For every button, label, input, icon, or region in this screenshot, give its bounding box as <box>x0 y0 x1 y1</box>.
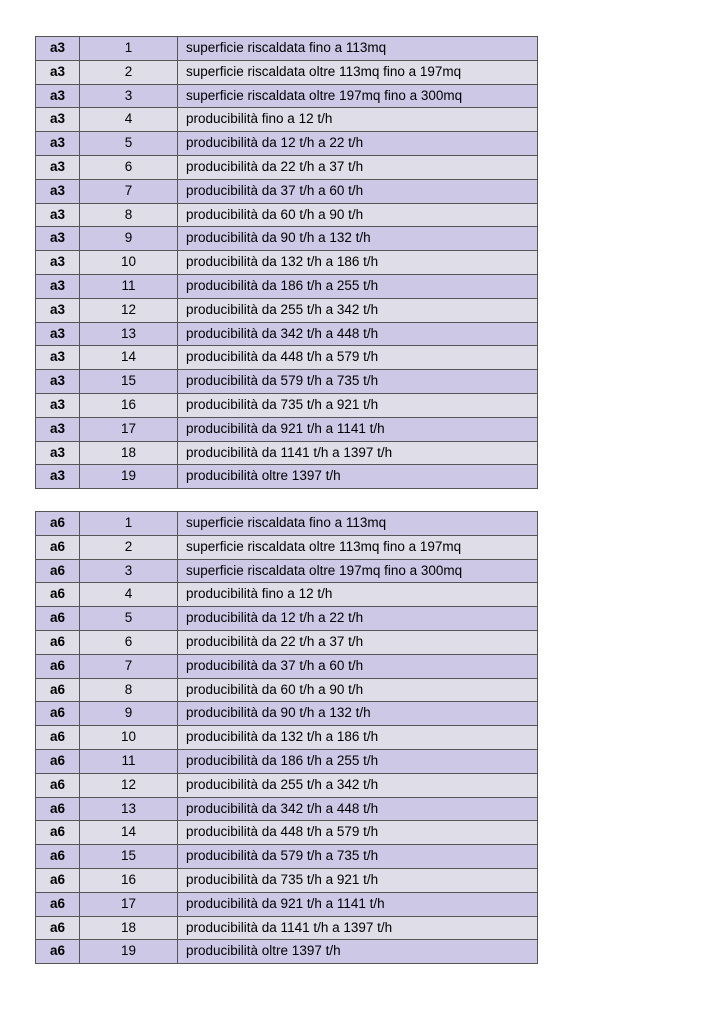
description-cell: producibilità da 1141 t/h a 1397 t/h <box>178 441 538 465</box>
table-row <box>36 535 538 559</box>
description-cell: producibilità da 579 t/h a 735 t/h <box>178 845 538 869</box>
number-cell: 14 <box>80 821 178 845</box>
table-row <box>36 203 538 227</box>
code-cell: a3 <box>36 298 80 322</box>
description-cell: producibilità fino a 12 t/h <box>178 583 538 607</box>
table-row <box>36 417 538 441</box>
table-row <box>36 322 538 346</box>
table-row <box>36 108 538 132</box>
number-cell: 7 <box>80 179 178 203</box>
code-cell: a3 <box>36 60 80 84</box>
table-row <box>36 465 538 489</box>
code-cell: a3 <box>36 37 80 61</box>
description-cell: superficie riscaldata fino a 113mq <box>178 37 538 61</box>
table-row <box>36 84 538 108</box>
table-row <box>36 845 538 869</box>
code-cell: a3 <box>36 227 80 251</box>
description-cell: producibilità da 342 t/h a 448 t/h <box>178 797 538 821</box>
table-row <box>36 821 538 845</box>
code-cell: a3 <box>36 322 80 346</box>
table-row <box>36 155 538 179</box>
number-cell: 6 <box>80 630 178 654</box>
code-cell: a3 <box>36 274 80 298</box>
description-cell: producibilità da 579 t/h a 735 t/h <box>178 370 538 394</box>
table-row <box>36 702 538 726</box>
table-row <box>36 868 538 892</box>
table-row <box>36 274 538 298</box>
table-row <box>36 393 538 417</box>
number-cell: 19 <box>80 465 178 489</box>
description-cell: producibilità da 60 t/h a 90 t/h <box>178 203 538 227</box>
number-cell: 2 <box>80 535 178 559</box>
code-cell: a3 <box>36 346 80 370</box>
table-row <box>36 60 538 84</box>
table-row <box>36 607 538 631</box>
description-cell: producibilità da 448 t/h a 579 t/h <box>178 821 538 845</box>
table-row <box>36 227 538 251</box>
description-cell: producibilità da 255 t/h a 342 t/h <box>178 773 538 797</box>
table-row <box>36 940 538 964</box>
number-cell: 18 <box>80 441 178 465</box>
table-row <box>36 132 538 156</box>
number-cell: 14 <box>80 346 178 370</box>
description-cell: producibilità da 342 t/h a 448 t/h <box>178 322 538 346</box>
number-cell: 17 <box>80 892 178 916</box>
description-cell: producibilità da 1141 t/h a 1397 t/h <box>178 916 538 940</box>
table-row <box>36 251 538 275</box>
code-cell: a3 <box>36 251 80 275</box>
description-cell: producibilità da 921 t/h a 1141 t/h <box>178 417 538 441</box>
number-cell: 13 <box>80 322 178 346</box>
number-cell: 10 <box>80 251 178 275</box>
number-cell: 9 <box>80 702 178 726</box>
number-cell: 3 <box>80 84 178 108</box>
code-cell: a6 <box>36 916 80 940</box>
description-cell: producibilità da 22 t/h a 37 t/h <box>178 630 538 654</box>
number-cell: 12 <box>80 773 178 797</box>
number-cell: 1 <box>80 37 178 61</box>
code-cell: a3 <box>36 393 80 417</box>
table-row <box>36 512 538 536</box>
code-cell: a6 <box>36 607 80 631</box>
number-cell: 4 <box>80 108 178 132</box>
number-cell: 9 <box>80 227 178 251</box>
description-cell: superficie riscaldata oltre 113mq fino a 197mq <box>178 60 538 84</box>
description-cell: superficie riscaldata fino a 113mq <box>178 512 538 536</box>
code-cell: a6 <box>36 773 80 797</box>
description-cell: producibilità da 22 t/h a 37 t/h <box>178 155 538 179</box>
code-cell: a3 <box>36 465 80 489</box>
description-cell: producibilità da 448 t/h a 579 t/h <box>178 346 538 370</box>
table-row <box>36 346 538 370</box>
table-row <box>36 726 538 750</box>
table-row <box>36 559 538 583</box>
number-cell: 17 <box>80 417 178 441</box>
code-cell: a6 <box>36 583 80 607</box>
number-cell: 11 <box>80 749 178 773</box>
table-a3 <box>35 36 538 489</box>
description-cell: producibilità da 186 t/h a 255 t/h <box>178 749 538 773</box>
number-cell: 15 <box>80 845 178 869</box>
number-cell: 5 <box>80 607 178 631</box>
table-row <box>36 298 538 322</box>
number-cell: 16 <box>80 868 178 892</box>
code-cell: a6 <box>36 845 80 869</box>
code-cell: a3 <box>36 155 80 179</box>
table-row <box>36 916 538 940</box>
description-cell: producibilità oltre 1397 t/h <box>178 940 538 964</box>
table-row <box>36 441 538 465</box>
number-cell: 18 <box>80 916 178 940</box>
code-cell: a6 <box>36 654 80 678</box>
table-a6 <box>35 511 538 964</box>
code-cell: a3 <box>36 132 80 156</box>
description-cell: producibilità da 12 t/h a 22 t/h <box>178 132 538 156</box>
code-cell: a6 <box>36 749 80 773</box>
number-cell: 4 <box>80 583 178 607</box>
number-cell: 12 <box>80 298 178 322</box>
code-cell: a6 <box>36 702 80 726</box>
code-cell: a6 <box>36 940 80 964</box>
description-cell: producibilità oltre 1397 t/h <box>178 465 538 489</box>
number-cell: 16 <box>80 393 178 417</box>
description-cell: producibilità da 132 t/h a 186 t/h <box>178 251 538 275</box>
table-row <box>36 773 538 797</box>
code-cell: a3 <box>36 441 80 465</box>
code-cell: a3 <box>36 84 80 108</box>
number-cell: 7 <box>80 654 178 678</box>
description-cell: producibilità da 90 t/h a 132 t/h <box>178 227 538 251</box>
table-row <box>36 370 538 394</box>
code-cell: a6 <box>36 559 80 583</box>
table-row <box>36 630 538 654</box>
number-cell: 8 <box>80 678 178 702</box>
code-cell: a6 <box>36 678 80 702</box>
description-cell: producibilità da 921 t/h a 1141 t/h <box>178 892 538 916</box>
code-cell: a6 <box>36 535 80 559</box>
code-cell: a3 <box>36 417 80 441</box>
code-cell: a6 <box>36 797 80 821</box>
code-cell: a3 <box>36 179 80 203</box>
description-cell: producibilità da 37 t/h a 60 t/h <box>178 654 538 678</box>
number-cell: 3 <box>80 559 178 583</box>
code-cell: a3 <box>36 203 80 227</box>
description-cell: producibilità da 735 t/h a 921 t/h <box>178 393 538 417</box>
code-cell: a3 <box>36 108 80 132</box>
description-cell: superficie riscaldata oltre 113mq fino a 197mq <box>178 535 538 559</box>
code-cell: a6 <box>36 821 80 845</box>
description-cell: producibilità da 255 t/h a 342 t/h <box>178 298 538 322</box>
description-cell: superficie riscaldata oltre 197mq fino a 300mq <box>178 559 538 583</box>
code-cell: a6 <box>36 512 80 536</box>
number-cell: 8 <box>80 203 178 227</box>
description-cell: producibilità da 60 t/h a 90 t/h <box>178 678 538 702</box>
description-cell: producibilità fino a 12 t/h <box>178 108 538 132</box>
code-cell: a6 <box>36 868 80 892</box>
code-cell: a6 <box>36 892 80 916</box>
description-cell: producibilità da 186 t/h a 255 t/h <box>178 274 538 298</box>
table-row <box>36 179 538 203</box>
code-cell: a6 <box>36 630 80 654</box>
number-cell: 5 <box>80 132 178 156</box>
description-cell: producibilità da 735 t/h a 921 t/h <box>178 868 538 892</box>
table-row <box>36 654 538 678</box>
number-cell: 10 <box>80 726 178 750</box>
description-cell: producibilità da 132 t/h a 186 t/h <box>178 726 538 750</box>
number-cell: 11 <box>80 274 178 298</box>
table-row <box>36 678 538 702</box>
description-cell: producibilità da 37 t/h a 60 t/h <box>178 179 538 203</box>
table-row <box>36 892 538 916</box>
description-cell: producibilità da 90 t/h a 132 t/h <box>178 702 538 726</box>
table-row <box>36 583 538 607</box>
table-row <box>36 37 538 61</box>
description-cell: superficie riscaldata oltre 197mq fino a 300mq <box>178 84 538 108</box>
table-row <box>36 749 538 773</box>
table-a6-body <box>36 512 538 964</box>
number-cell: 13 <box>80 797 178 821</box>
number-cell: 19 <box>80 940 178 964</box>
description-cell: producibilità da 12 t/h a 22 t/h <box>178 607 538 631</box>
number-cell: 15 <box>80 370 178 394</box>
code-cell: a3 <box>36 370 80 394</box>
number-cell: 2 <box>80 60 178 84</box>
code-cell: a6 <box>36 726 80 750</box>
number-cell: 6 <box>80 155 178 179</box>
table-a3-body <box>36 37 538 489</box>
number-cell: 1 <box>80 512 178 536</box>
table-row <box>36 797 538 821</box>
